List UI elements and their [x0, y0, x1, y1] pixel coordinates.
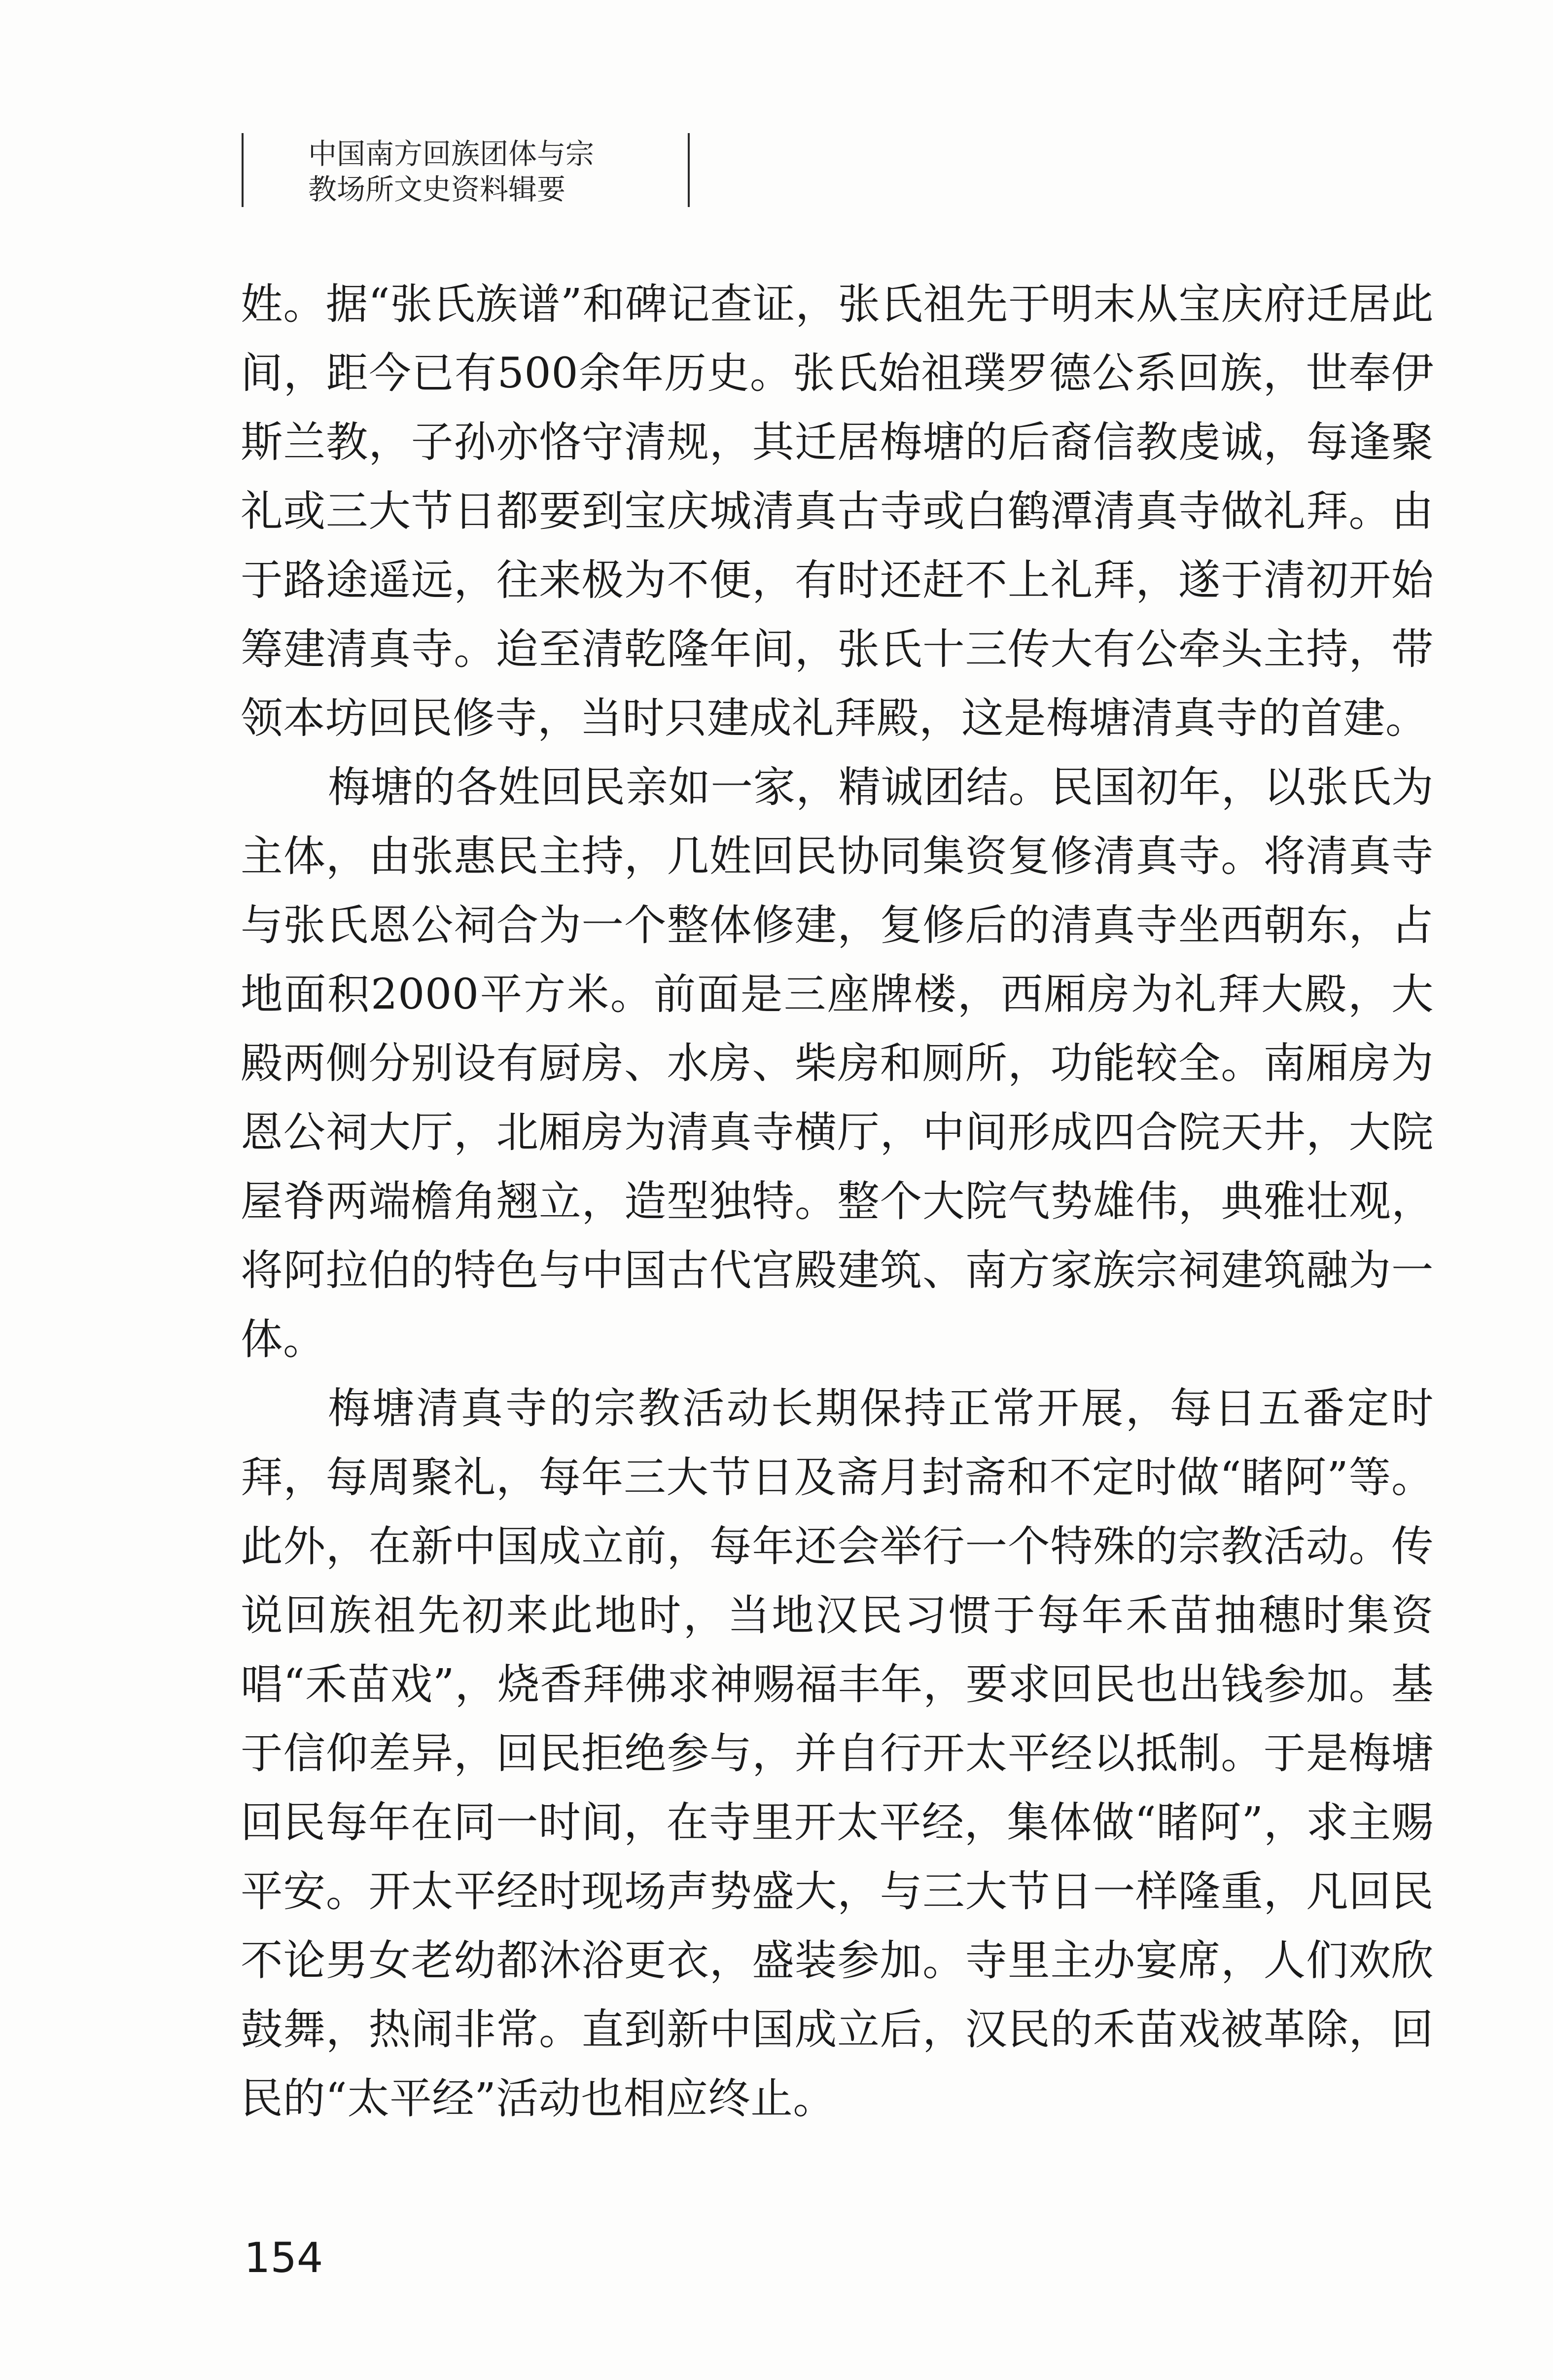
- body-text: [241, 270, 1434, 2134]
- running-header: [242, 133, 695, 207]
- page-number: 154: [244, 2234, 323, 2282]
- header-title-line-2: 教场所文史资料辑要: [308, 173, 566, 206]
- header-right-rule: [688, 133, 690, 207]
- paragraph-2: 梅塘的各姓回民亲如一家，精诚团结。民国初年，以张氏为主体，由张惠民主持，几姓回民协同集资复修清真寺。将清真寺与张氏恩公祠合为一个整体修建，复修后的清真寺坐西朝东，占地面积2000平方米。前面是三座牌楼，西厢房为礼拜大殿，大殿两侧分别设有厨房、水房、柴房和厕所，功能较全。南厢房为恩公祠大厅，北厢房为清真寺横厅，中间形成四合院天井，大院屋脊两端檐角翘立，造型独特。整个大院气势雄伟，典雅壮观，将阿拉伯的特色与中国古代宫殿建筑、南方家族宗祠建筑融为一体。: [241, 763, 1434, 1364]
- header-left-rule: [242, 133, 244, 207]
- header-title: [308, 136, 673, 207]
- paragraph-3: 梅塘清真寺的宗教活动长期保持正常开展，每日五番定时拜，每周聚礼，每年三大节日及斋月封斋和不定时做“睹阿”等。此外，在新中国成立前，每年还会举行一个特殊的宗教活动。传说回族祖先初来此地时，当地汉民习惯于每年禾苗抽穗时集资唱“禾苗戏”，烧香拜佛求神赐福丰年，要求回民也出钱参加。基于信仰差异，回民拒绝参与，并自行开太平经以抵制。于是梅塘回民每年在同一时间，在寺里开太平经，集体做“睹阿”，求主赐平安。开太平经时现场声势盛大，与三大节日一样隆重，凡回民不论男女老幼都沐浴更衣，盛装参加。寺里主办宴席，人们欢欣鼓舞，热闹非常。直到新中国成立后，汉民的禾苗戏被革除，回民的“太平经”活动也相应终止。: [241, 1384, 1434, 2123]
- paragraph-1: 姓。据“张氏族谱”和碑记查证，张氏祖先于明末从宝庆府迁居此间，距今已有500余年历史。张氏始祖璞罗德公系回族，世奉伊斯兰教，子孙亦恪守清规，其迁居梅塘的后裔信教虔诚，每逢聚礼或三大节日都要到宝庆城清真古寺或白鹤潭清真寺做礼拜。由于路途遥远，往来极为不便，有时还赶不上礼拜，遂于清初开始筹建清真寺。迨至清乾隆年间，张氏十三传大有公牵头主持，带领本坊回民修寺，当时只建成礼拜殿，这是梅塘清真寺的首建。: [241, 280, 1434, 743]
- header-title-line-1: 中国南方回族团体与宗: [308, 137, 595, 171]
